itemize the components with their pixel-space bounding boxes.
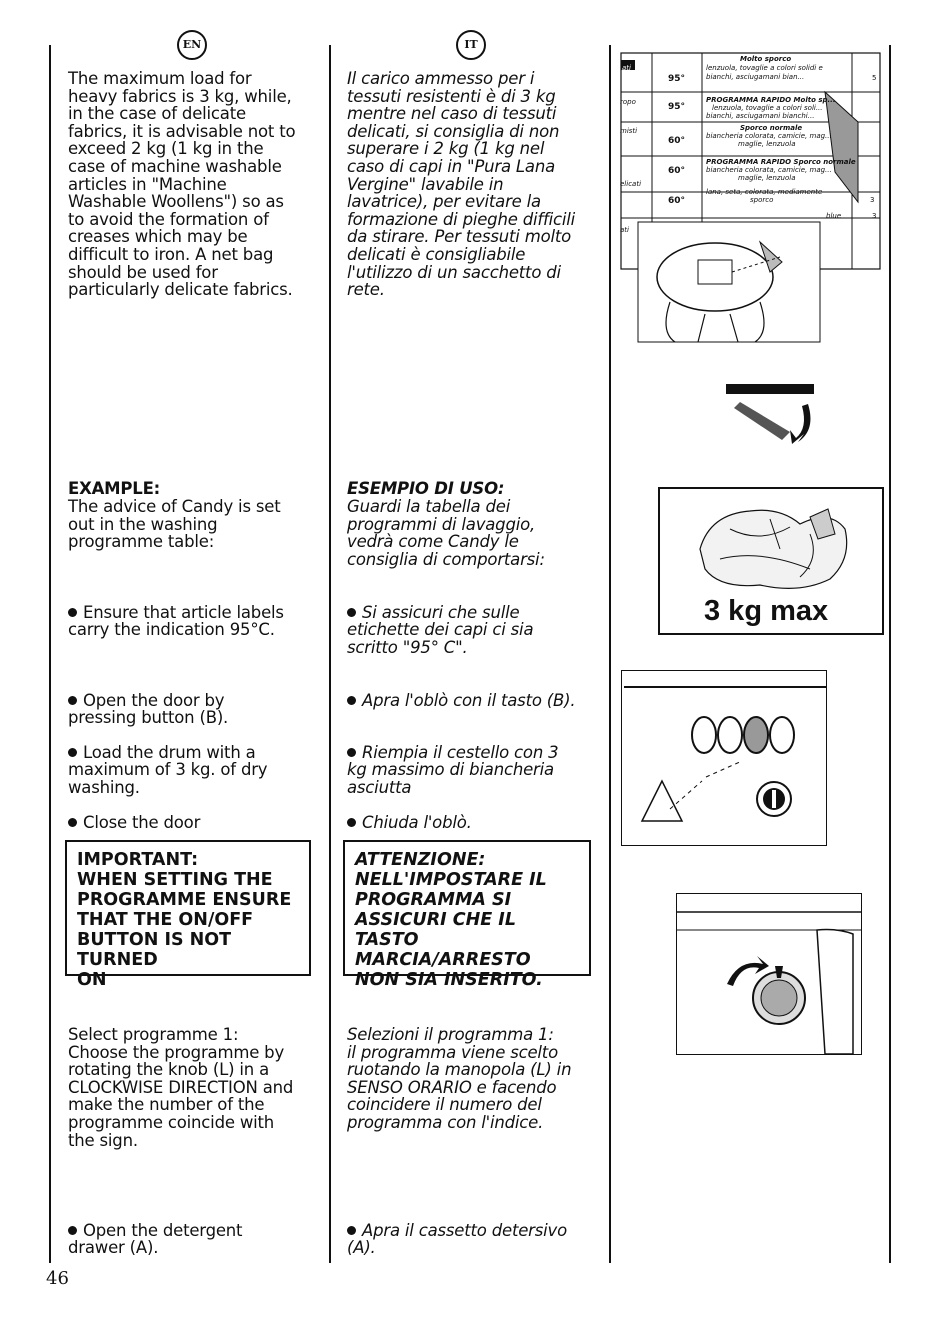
table-cell-text: bianchi, asciugamani bianchi... <box>706 112 815 120</box>
programme-table-text-layer <box>620 52 882 234</box>
bullet-icon <box>68 1226 77 1235</box>
wash-temperature-icon: 60° <box>668 136 686 146</box>
bullet-icon <box>347 608 356 617</box>
bullet-icon <box>68 608 77 617</box>
door-button-drawing <box>622 671 826 845</box>
en-step-labels: Ensure that article labels carry the indication 95°C. <box>68 602 284 640</box>
it-example-text: Guardi la tabella dei programmi di lavaggio, vedrà come Candy le consiglia di comportarsi: <box>347 497 545 569</box>
it-step-labels: Si assicuri che sulle etichette dei capi ci sia scritto "95° C". <box>347 602 534 657</box>
en-example-text: The advice of Candy is set out in the washing programme table: <box>68 497 281 552</box>
bullet-icon <box>347 696 356 705</box>
en-intro-text: The maximum load for heavy fabrics is 3 kg, while, in the case of delicate fabrics, it is advisable not to exceed 2 kg (1 kg in the case of machine washable articles in "Machine Washable Woollens") so as to avoid the formation of creases which may be difficult to iron. A net bag should be used for particularly delicate fabrics. <box>68 69 296 300</box>
bullet-icon <box>68 818 77 827</box>
it-step-detergent-drawer: Apra il cassetto detersivo (A). <box>347 1220 567 1258</box>
bullet-icon <box>347 748 356 757</box>
it-important-box: ATTENZIONE: NELL'IMPOSTARE IL PROGRAMMA SI ASSICURI CHE IL TASTO MARCIA/ARRESTO NON SIA INSERITO. <box>343 840 591 976</box>
it-step-open-door: Apra l'oblò con il tasto (B). <box>347 674 601 709</box>
it-step-load-drum: Riempia il cestello con 3 kg massimo di biancheria asciutta <box>347 742 559 797</box>
control-panel-illustration <box>621 670 827 846</box>
en-step-load-drum: Load the drum with a maximum of 3 kg. of dry washing. <box>68 742 268 797</box>
column-divider-left <box>49 45 51 1263</box>
table-cell-text: Molto sporco <box>740 55 792 63</box>
load-max-label: 3 kg max <box>704 595 829 627</box>
table-cell-text: lana, seta, colorata, mediamente <box>706 188 823 196</box>
en-important-box: IMPORTANT: WHEN SETTING THE PROGRAMME ENSURE THAT THE ON/OFF BUTTON IS NOT TURNED ON <box>65 840 311 976</box>
load-illustration <box>658 487 884 635</box>
bullet-icon <box>347 818 356 827</box>
laundry-icon <box>660 489 882 599</box>
column-divider-right <box>609 45 611 1263</box>
table-cell-text: maglie, lenzuola <box>738 140 796 148</box>
language-badge-it: IT <box>456 30 486 60</box>
down-arrow-icon <box>720 380 820 460</box>
en-step-open-door: Open the door by pressing button (B). <box>68 690 229 728</box>
programme-knob-illustration <box>676 893 862 1055</box>
it-example-title: ESEMPIO DI USO: <box>347 479 505 498</box>
en-step-detergent-drawer: Open the detergent drawer (A). <box>68 1220 243 1258</box>
column-divider-far-right <box>889 45 891 1263</box>
table-load-number: 3 <box>870 196 875 204</box>
en-step-close-door: Close the door <box>68 796 318 831</box>
wash-temperature-icon: 95° <box>668 74 686 84</box>
table-row-label: ati <box>622 64 631 72</box>
table-cell-text: maglie, lenzuola <box>738 174 796 182</box>
language-badge-en: EN <box>177 30 207 60</box>
table-cell-text: PROGRAMMA RAPIDO Sporco normale <box>706 158 856 166</box>
wash-temperature-icon: 60° <box>668 166 686 176</box>
bullet-icon <box>347 1226 356 1235</box>
table-cell-text: Sporco normale <box>740 124 803 132</box>
table-cell-text: biancheria colorata, camicie, mag... <box>706 166 832 174</box>
down-arrow-illustration <box>720 380 820 460</box>
wash-temperature-icon: 95° <box>668 102 686 112</box>
en-select-programme-text: Select programme 1: Choose the programme by rotating the knob (L) in a CLOCKWISE DIRECTION and make the number of the programme coincide with the sign. <box>68 1025 294 1150</box>
bullet-icon <box>68 748 77 757</box>
table-cell-text: blue <box>826 212 842 220</box>
table-row-label: misti <box>620 127 638 135</box>
page-number: 46 <box>46 1268 69 1289</box>
bullet-icon <box>68 696 77 705</box>
it-intro-text: Il carico ammesso per i tessuti resistenti è di 3 kg mentre nel caso di tessuti delicati, si consiglia di non superare i 2 kg (1 kg nel caso di capi in "Pura Lana Vergine" lavabile in lavatrice), per evitare la formazione di pieghe difficili da stirare. Per tessuti molto delicati è consigliabile l'utilizzo di un sacchetto di rete. <box>347 69 575 300</box>
column-divider-center <box>329 45 331 1263</box>
knob-drawing <box>677 894 861 1054</box>
wash-temperature-icon: 60° <box>668 196 686 206</box>
table-load-number: 3 <box>872 212 877 220</box>
table-cell-text: sporco <box>750 196 774 204</box>
it-step-close-door: Chiuda l'oblò. <box>347 796 601 831</box>
table-cell-text: biancheria colorata, camicie, mag... <box>706 132 832 140</box>
table-cell-text: PROGRAMMA RAPIDO Molto sp... <box>706 96 836 104</box>
it-select-programme-text: Selezioni il programma 1: il programma viene scelto ruotando la manopola (L) in SENSO ORARIO e facendo coincidere il numero del programma con l'indice. <box>347 1025 572 1132</box>
table-cell-text: lenzuola, tovaglie a colori solidi e <box>706 64 823 72</box>
table-load-number: 5 <box>872 74 877 82</box>
table-row-label: elicati <box>620 180 642 188</box>
en-example-title: EXAMPLE: <box>68 479 161 498</box>
table-cell-text: bianchi, asciugamani bian... <box>706 73 805 81</box>
table-cell-text: lenzuola, tovaglie a colori soli... <box>712 104 823 112</box>
table-row-label: ati <box>620 226 629 234</box>
table-row-label: ropo <box>620 98 636 106</box>
